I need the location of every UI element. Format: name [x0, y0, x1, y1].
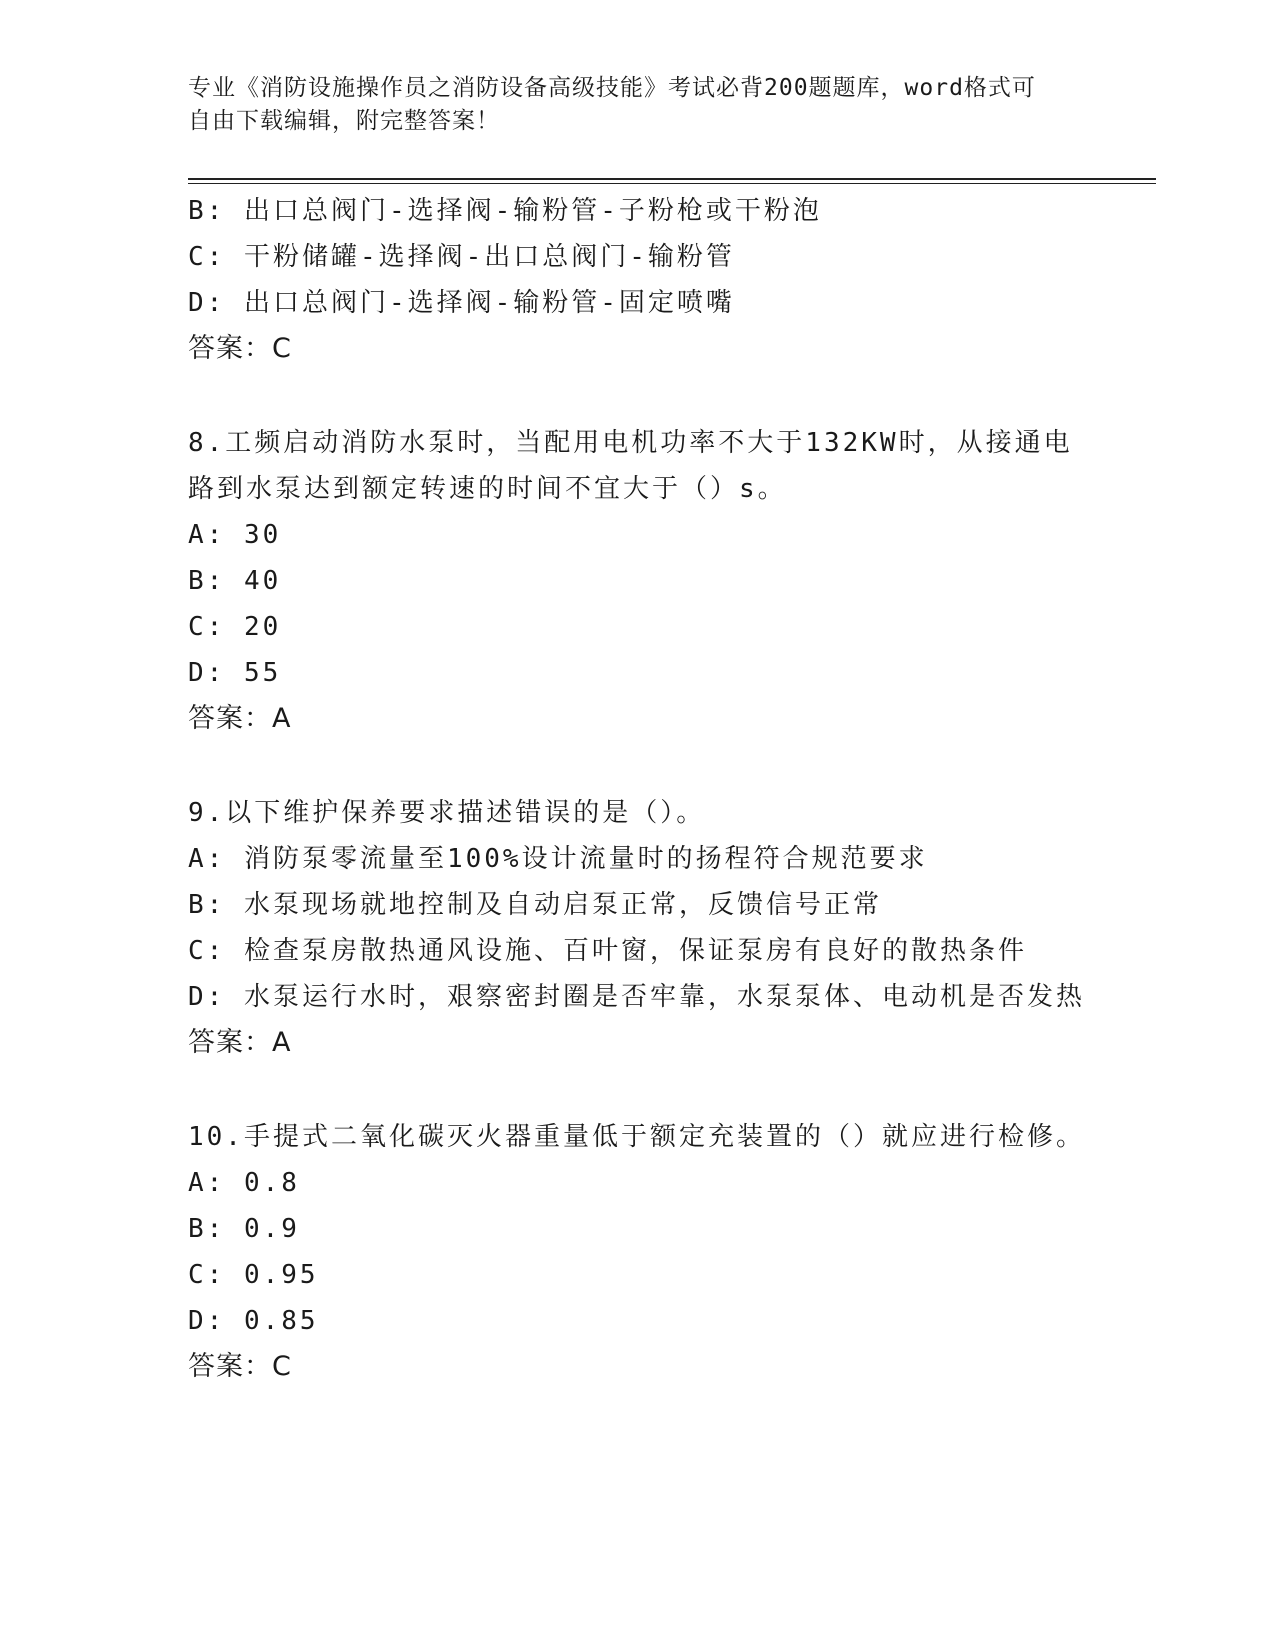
question-10-option-b: B: 0.9 — [188, 1214, 300, 1244]
question-8 — [188, 420, 1148, 742]
question-10 — [188, 1114, 1148, 1390]
question-9-option-b: B: 水泵现场就地控制及自动启泵正常，反馈信号正常 — [188, 890, 882, 920]
question-9-option-a: A: 消防泵零流量至100%设计流量时的扬程符合规范要求 — [188, 844, 928, 874]
spacer — [188, 742, 1148, 790]
question-7-option-c: C: 干粉储罐-选择阀-出口总阀门-输粉管 — [188, 242, 735, 272]
question-10-stem: 10.手提式二氧化碳灭火器重量低于额定充装置的（）就应进行检修。 — [188, 1122, 1085, 1152]
question-7 — [188, 188, 1148, 372]
question-10-answer: 答案：C — [188, 1351, 292, 1382]
question-8-option-d: D: 55 — [188, 658, 282, 688]
document-header — [188, 72, 1088, 138]
question-9-stem: 9.以下维护保养要求描述错误的是（）。 — [188, 798, 706, 828]
question-8-option-a: A: 30 — [188, 520, 282, 550]
question-9-answer: 答案：A — [188, 1027, 292, 1058]
question-9-option-c: C: 检查泵房散热通风设施、百叶窗，保证泵房有良好的散热条件 — [188, 936, 1027, 966]
question-7-option-b: B: 出口总阀门-选择阀-输粉管-子粉枪或干粉泡 — [188, 196, 822, 226]
question-7-option-d: D: 出口总阀门-选择阀-输粉管-固定喷嘴 — [188, 288, 735, 318]
question-10-option-d: D: 0.85 — [188, 1306, 319, 1336]
question-8-option-b: B: 40 — [188, 566, 282, 596]
question-10-option-a: A: 0.8 — [188, 1168, 300, 1198]
question-8-stem-line-2: 路到水泵达到额定转速的时间不宜大于（）s。 — [188, 474, 787, 504]
question-8-option-c: C: 20 — [188, 612, 282, 642]
header-divider-thin — [188, 183, 1156, 184]
spacer — [188, 1066, 1148, 1114]
question-9 — [188, 790, 1148, 1066]
header-title-line-1: 专业《消防设施操作员之消防设备高级技能》考试必背200题题库，word格式可 — [188, 75, 1036, 101]
question-8-answer: 答案：A — [188, 703, 292, 734]
question-9-option-d: D: 水泵运行水时，艰察密封圈是否牢靠，水泵泵体、电动机是否发热 — [188, 982, 1085, 1012]
question-7-answer: 答案：C — [188, 333, 292, 364]
question-8-stem-line-1: 8.工频启动消防水泵时，当配用电机功率不大于132KW时，从接通电 — [188, 428, 1073, 458]
question-10-option-c: C: 0.95 — [188, 1260, 319, 1290]
question-list — [188, 188, 1148, 1390]
spacer — [188, 372, 1148, 420]
header-divider-thick — [188, 178, 1156, 180]
header-title-line-2: 自由下载编辑，附完整答案！ — [188, 108, 500, 134]
